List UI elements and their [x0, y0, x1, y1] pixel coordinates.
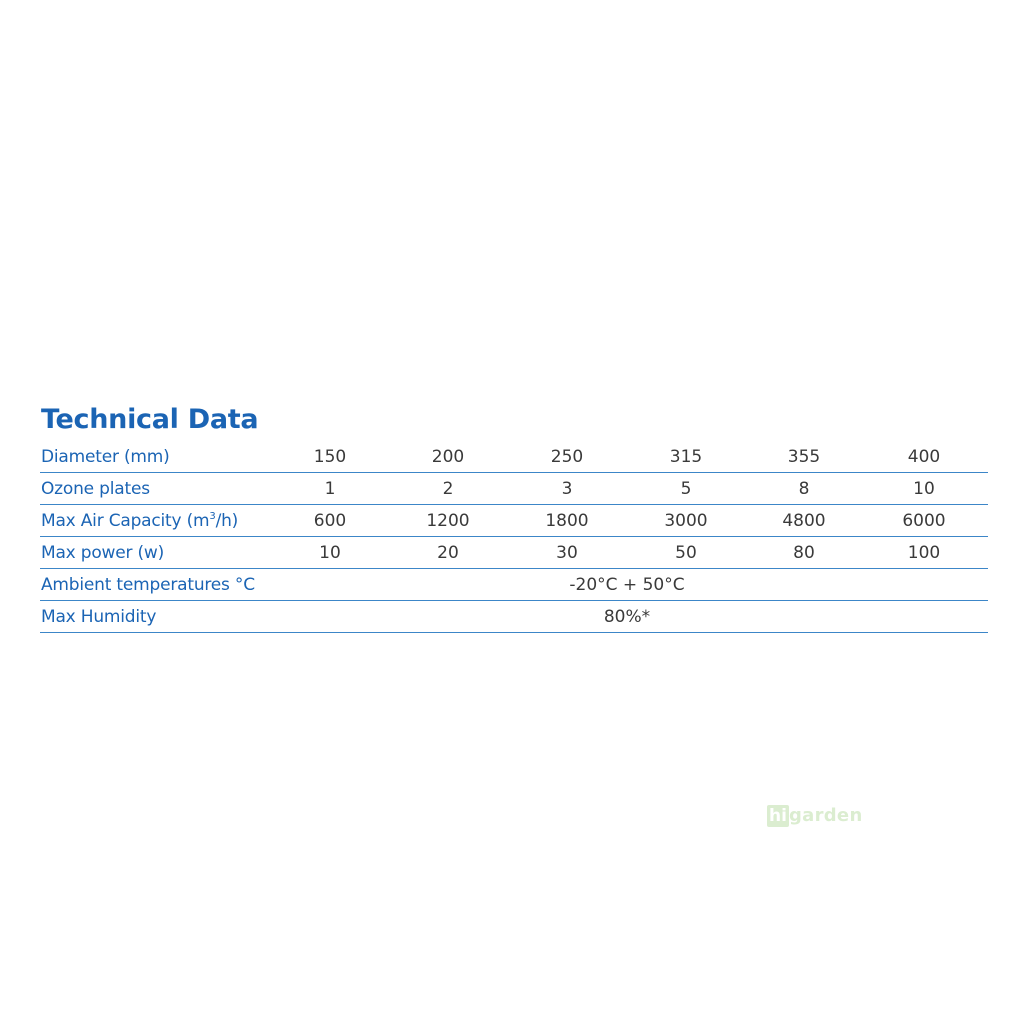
page-title: Technical Data [41, 404, 259, 435]
table-row-max-humidity [40, 601, 988, 633]
table-cell: 600 [313, 511, 347, 531]
table-row-max-air-capacity [40, 505, 988, 537]
table-row-diameter [40, 441, 988, 473]
table-cell: 6000 [902, 511, 946, 531]
label-main: Max Air Capacity (m [41, 511, 210, 531]
table-cell: 3 [561, 479, 573, 499]
row-label-ozone-plates: Ozone plates [41, 479, 150, 499]
row-label-max-humidity: Max Humidity [41, 607, 157, 627]
row-label-max-air-capacity [41, 511, 238, 531]
table-cell: 4800 [782, 511, 826, 531]
row-label-diameter: Diameter (mm) [41, 447, 170, 467]
table-row-max-power [40, 537, 988, 569]
watermark-garden: garden [788, 805, 863, 826]
table-cell: 20 [437, 543, 459, 563]
table-cell: 80 [793, 543, 815, 563]
table-cell: 5 [680, 479, 692, 499]
table-cell: 1200 [426, 511, 470, 531]
table-cell: 1 [324, 479, 336, 499]
table-cell: 8 [798, 479, 810, 499]
table-cell-spanning: -20°C + 50°C [569, 575, 685, 595]
table-cell: 10 [913, 479, 935, 499]
table-cell: 355 [787, 447, 821, 467]
label-tail: /h) [215, 511, 239, 531]
table-cell: 3000 [664, 511, 708, 531]
table-cell: 100 [907, 543, 941, 563]
table-cell: 30 [556, 543, 578, 563]
row-label-max-power: Max power (w) [41, 543, 165, 563]
watermark-logo [767, 805, 863, 827]
table-cell: 1800 [545, 511, 589, 531]
row-label-ambient-temperatures: Ambient temperatures °C [41, 575, 255, 595]
table-cell: 315 [669, 447, 703, 467]
table-row-ozone-plates [40, 473, 988, 505]
table-row-ambient-temperatures [40, 569, 988, 601]
watermark-hi: hi [769, 806, 787, 826]
table-cell: 400 [907, 447, 941, 467]
table-cell: 200 [431, 447, 465, 467]
label-superscript: 3 [209, 511, 216, 522]
table-cell: 150 [313, 447, 347, 467]
table-cell: 10 [319, 543, 341, 563]
table-cell-spanning: 80%* [603, 607, 651, 627]
table-cell: 2 [442, 479, 454, 499]
table-cell: 250 [550, 447, 584, 467]
technical-data-table [40, 441, 988, 633]
table-cell: 50 [675, 543, 697, 563]
